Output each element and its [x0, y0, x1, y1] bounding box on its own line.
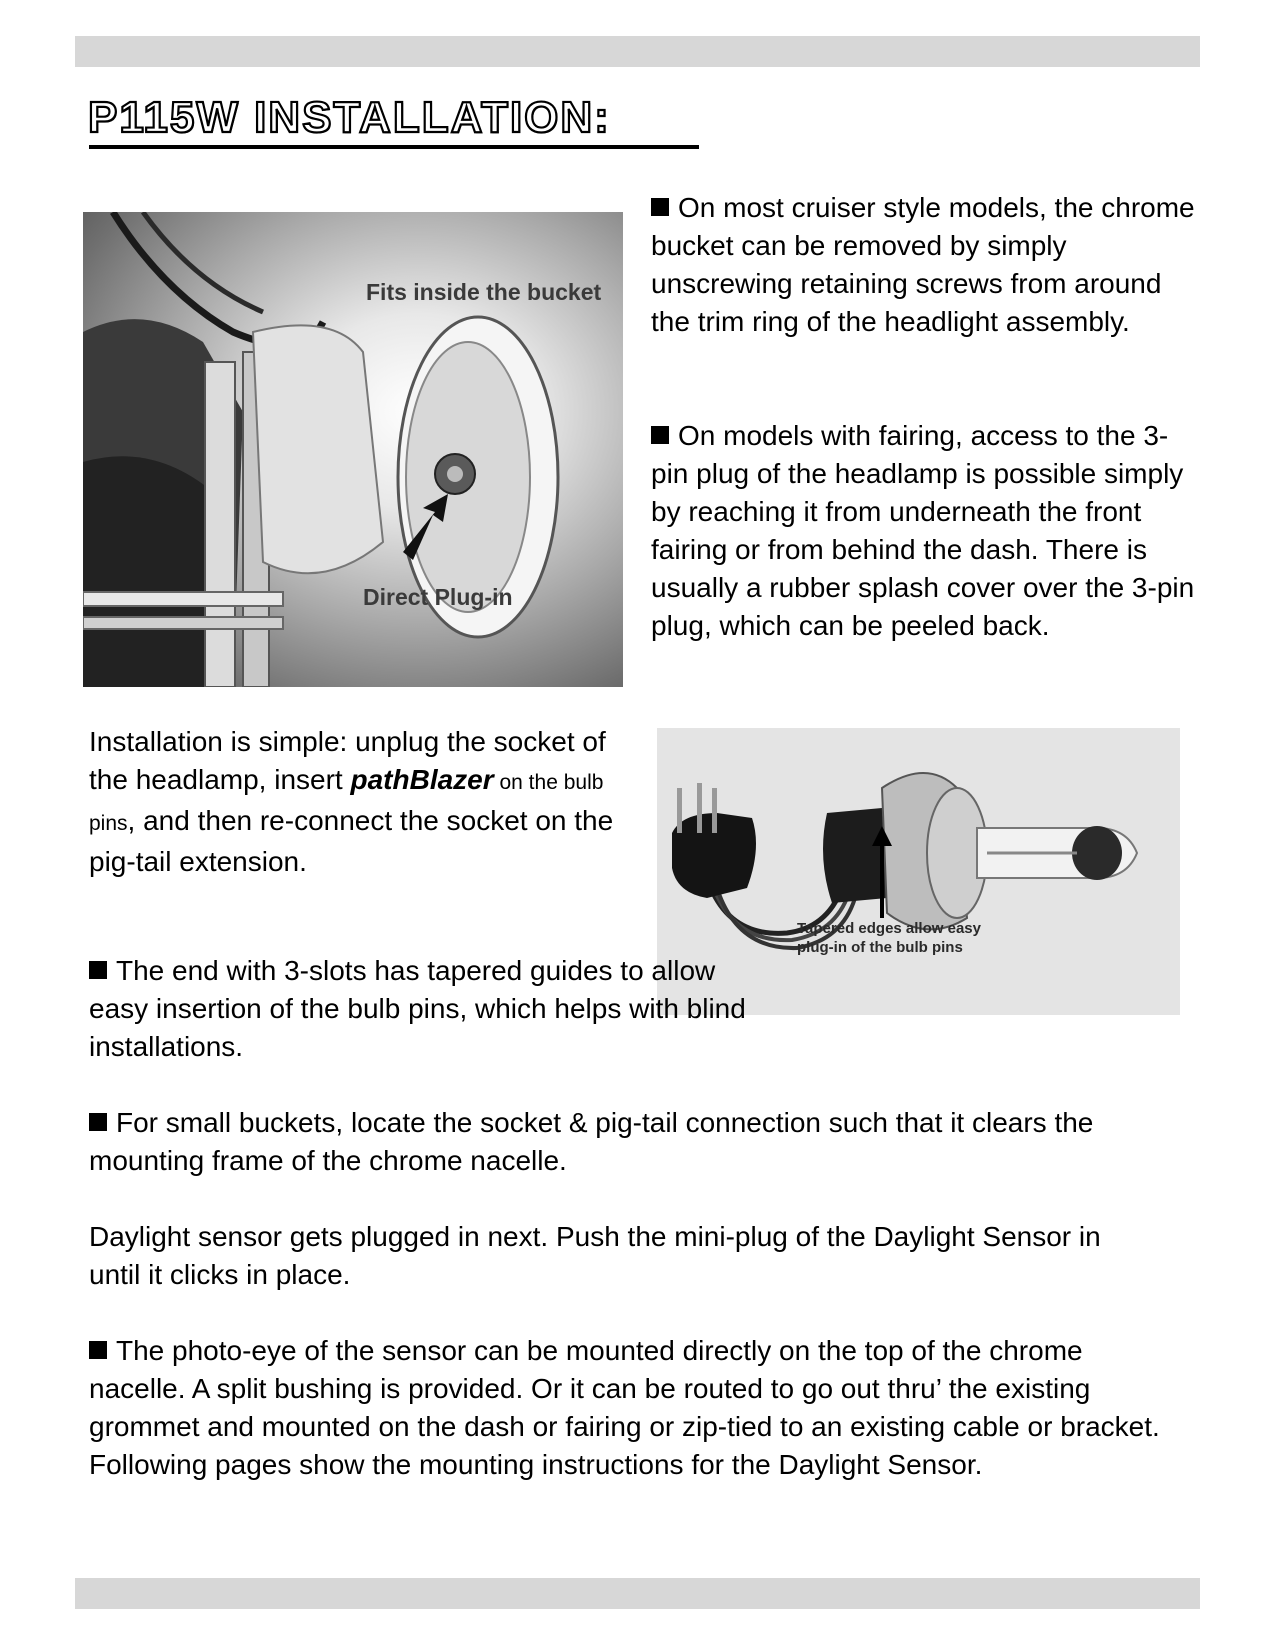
caption-fits-inside-bucket: Fits inside the bucket — [366, 279, 602, 305]
header-bar — [75, 36, 1200, 67]
paragraph-cruiser-models: On most cruiser style models, the chrome bucket can be removed by simply unscrewing retaining screws from around the trim ring of the headlight assembly. — [651, 192, 1195, 337]
headlight-bucket-photo — [83, 212, 623, 687]
paragraph-installation: Installation is simple: unplug the socket of the headlamp, insert pathBlazer on the bulb pins, and then re-connect the socket on the pig-tail extension. — [89, 726, 614, 877]
bullet-square-icon — [651, 426, 669, 444]
title-underline — [89, 145, 699, 149]
paragraph-fairing-models: On models with fairing, access to the 3-pin plug of the headlamp is possible simply by reaching it from underneath the front fairing or from behind the dash. There is usually a rubber splash cover over the 3-pin plug, which can be peeled back. — [651, 420, 1195, 641]
paragraph-daylight-sensor: Daylight sensor gets plugged in next. Push the mini-plug of the Daylight Sensor in until it clicks in place. — [89, 1221, 1101, 1290]
bullet-square-icon — [89, 1113, 107, 1131]
caption-direct-plug-in: Direct Plug-in — [363, 584, 513, 610]
brand-name: pathBlazer — [350, 764, 494, 795]
footer-bar — [75, 1578, 1200, 1609]
paragraph-photo-eye: The photo-eye of the sensor can be mounted directly on the top of the chrome nacelle. A split bushing is provided. Or it can be routed to go out thru’ the existing grommet and mounted on the dash or fairing or zip-tied to an existing cable or bracket. Following pages show the mounting instructions for the Daylight Sensor. — [89, 1335, 1160, 1480]
bullet-square-icon — [89, 961, 107, 979]
paragraph-small-buckets: For small buckets, locate the socket & pig-tail connection such that it clears the mounting frame of the chrome nacelle. — [89, 1107, 1094, 1176]
bullet-square-icon — [651, 198, 669, 216]
paragraph-three-slots: The end with 3-slots has tapered guides to allow easy insertion of the bulb pins, which helps with blind installations. — [89, 955, 746, 1062]
caption-tapered-edges-line2: plug-in of the bulb pins — [797, 939, 963, 956]
page-title: P115W INSTALLATION: — [88, 93, 611, 142]
bullet-square-icon — [89, 1341, 107, 1359]
caption-tapered-edges-line1: Tapered edges allow easy — [797, 920, 981, 937]
